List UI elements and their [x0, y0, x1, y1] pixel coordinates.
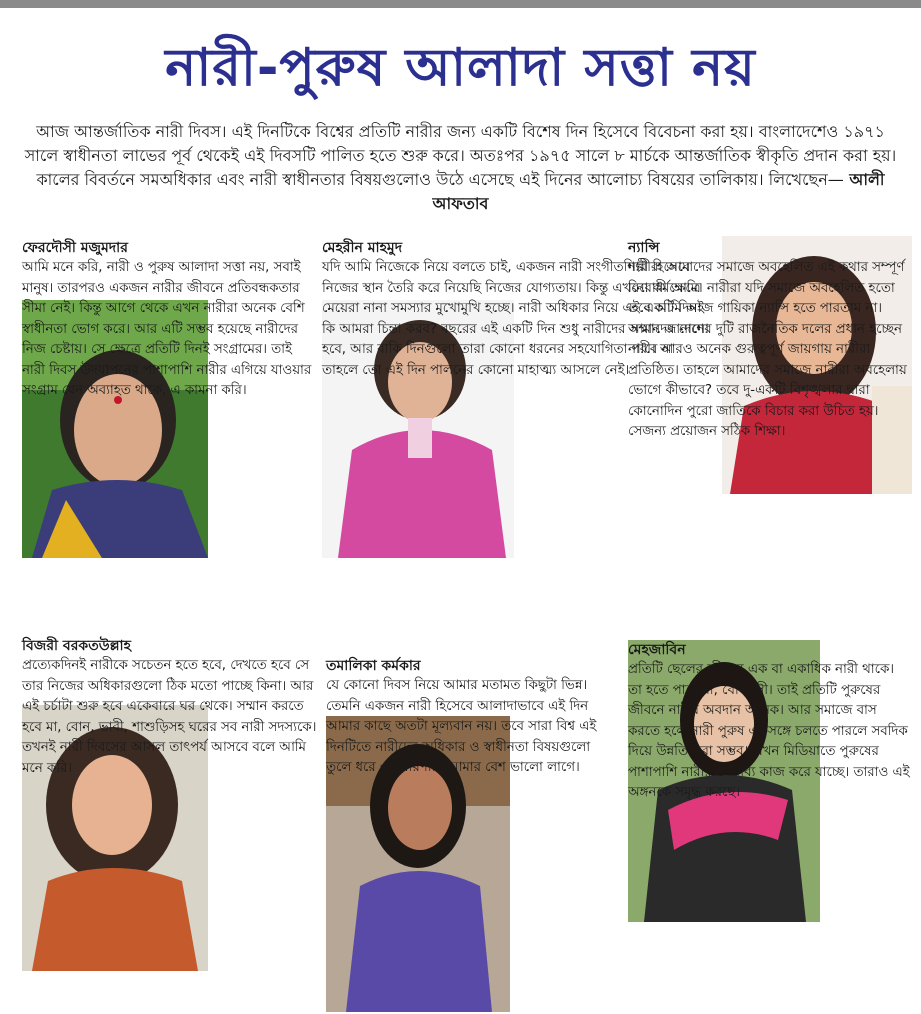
article-ferdousi — [22, 238, 322, 402]
article-mehazabien — [628, 640, 912, 804]
article-author-name: ফেরদৌসী মজুমদার — [22, 240, 128, 256]
article-nancy — [628, 238, 912, 443]
article-text: আমি মনে করি, নারী ও পুরুষ আলাদা সত্তা নয়, সবাই মানুষ। তারপরও একজন নারীর জীবনে প্রতিবন্ধকতার সীমা নেই। কিন্তু আগে থেকে এখন নারীরা অনেক বেশি স্বাধীনতা ভোগ করে। আর এটি সম্ভব হয়েছে নারীদের নিজ চেষ্টায়। সে ক্ষেত্রে প্রতিটি দিনই সংগ্রামের। তাই নারী দিবস উদযাপনের পাশাপাশি নারীর এগিয়ে যাওয়ার সংগ্রাম যেন অব্যাহত থাকে, এ কামনা করি। — [22, 260, 312, 398]
page-title: নারী-পুরুষ আলাদা সত্তা নয় — [165, 38, 756, 98]
article-text: প্রত্যেকদিনই নারীকে সচেতন হতে হবে, দেখতে হবে সে তার নিজের অধিকারগুলো ঠিক মতো পাচ্ছে কিনা। আর এই চর্চাটা শুরু হবে একেবারে ঘর থেকে। সম্মান করতে হবে মা, বোন, ভাবী, শাশুড়িসহ ঘরের সব নারী সদস্যকে। তখনই নারী দিবসের আসল তাৎপর্য আসবে বলে আমি মনে করি। — [22, 658, 317, 776]
article-bijori — [22, 636, 322, 779]
article-tomalika — [326, 656, 616, 779]
intro-paragraph — [20, 120, 901, 216]
article-text: যদি আমি নিজেকে নিয়ে বলতে চাই, একজন নারী সংগীতশিল্পী হিসেবে নিজের স্থান তৈরি করে নিয়েছি নিজের যোগ্যতায়। কিন্তু এখনো কর্মক্ষেত্রে মেয়েরা নানা সমস্যার মুখোমুখি হচ্ছে। নারী অধিকার নিয়ে এই একটি দিনই কি আমরা চিন্তা করব? বছরের এই একটি দিন শুধু নারীদের সম্মান জানানো হবে, আর বাকি দিনগুলো তারা কোনো ধরনের সহযোগিতা পাবে না তাহলে তো এই দিন পালনের কোনো মাহাত্ম্য আসলে নেই। — [322, 260, 709, 378]
article-author-name: মেহরীন মাহমুদ — [322, 240, 403, 256]
article-author-name: ন্যান্সি — [628, 240, 660, 256]
article-author-name: মেহজাবিন — [628, 642, 686, 658]
author-byline: আলী আফতাব — [432, 170, 885, 213]
article-text: যে কোনো দিবস নিয়ে আমার মতামত কিছুটা ভিন্ন। তেমনি একজন নারী হিসেবে আলাদাভাবে এই দিন আমার কাছে অতটা মূল্যবান নয়। তবে সারা বিশ্ব এই দিনটিতে নারীদের অধিকার ও স্বাধীনতা বিষয়গুলো তুলে ধরে এই ধারণাটি আমার বেশ ভালো লাগে। — [326, 678, 597, 775]
article-text: প্রতিটি ছেলের জীবনে এক বা একাধিক নারী থাকে। তা হতে পারে মা, বোন, স্ত্রী। তাই প্রতিটি পুরুষের জীবনে নারীর অবদান অনেক। আর সমাজে বাস করতে হলে নারী পুরুষ একসঙ্গে চলতে পারলে সবদিক দিয়ে উন্নতি করা সম্ভব। এখন মিডিয়াতে পুরুষের পাশাপাশি নারীরাও দিব্যি কাজ করে যাচ্ছে। তারাও এই অঙ্গনকে সমৃদ্ধ করছে। — [628, 662, 910, 800]
article-text: নারীরা আমাদের সমাজে অবহেলিত এই কথার সম্পূর্ণ বিরোধী আমি। নারীরা যদি সমাজে অবহেলিত হতো তবে আমি আজ গায়িকা ন্যান্সি হতে পারতাম না। আমাদের দেশের দুটি রাজনৈতিক দলের প্রধান হচ্ছেন নারী। আরও অনেক গুরুত্বপূর্ণ জায়গায় নারীরা প্রতিষ্ঠিত। তাহলে আমাদের সমাজে নারীরা অবহেলায় ভোগে কীভাবে? তবে দু-একটি বিশৃঙ্খলার দ্বারা কোনোদিন পুরো জাতিকে বিচার করা উচিত হয়। সেজন্য প্রয়োজন সঠিক শিক্ষা। — [628, 260, 907, 439]
top-rule — [0, 0, 921, 8]
intro-text: আজ আন্তর্জাতিক নারী দিবস। এই দিনটিকে বিশ্বের প্রতিটি নারীর জন্য একটি বিশেষ দিন হিসেবে বিবেচনা করা হয়। বাংলাদেশেও ১৯৭১ সালে স্বাধীনতা লাভের পূর্ব থেকেই এই দিবসটি পালিত হতে শুরু করে। অতঃপর ১৯৭৫ সালে ৮ মার্চকে আন্তর্জাতিক স্বীকৃতি প্রদান করা হয়। কালের বিবর্তনে সমঅধিকার এবং নারী স্বাধীনতার বিষয়গুলোও উঠে এসেছে এই দিনের আলোচ্য বিষয়ের তালিকায়। লিখেছেন— — [24, 122, 897, 189]
article-author-name: বিজরী বরকতউল্লাহ — [22, 638, 131, 654]
article-author-name: তমালিকা কর্মকার — [326, 658, 421, 674]
